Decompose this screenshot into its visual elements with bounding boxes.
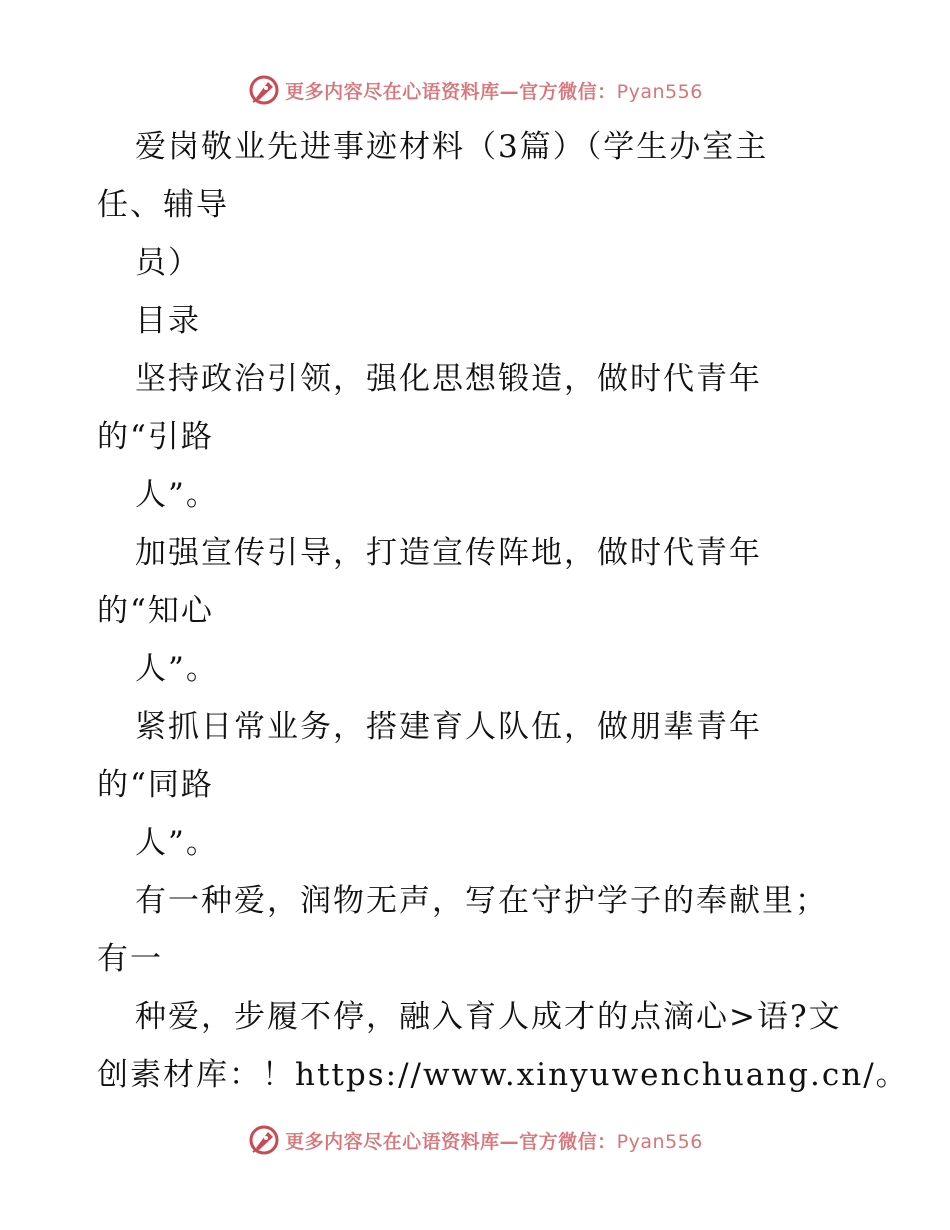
toc-heading: 目录 (135, 303, 201, 339)
title-line-2: 任、辅导 (97, 187, 229, 223)
toc-item-2-line-1: 加强宣传引导，打造宣传阵地，做时代青年 (135, 535, 762, 571)
toc-item-1-line-2: 的“引路 (97, 419, 214, 455)
toc-item-3-line-1: 紧抓日常业务，搭建育人队伍，做朋辈青年 (135, 709, 762, 745)
toc-item-1-line-3: 人”。 (135, 477, 219, 513)
pen-nib-logo-icon (247, 1123, 281, 1157)
toc-item-2-line-2: 的“知心 (97, 593, 214, 629)
title-line-1: 爱岗敬业先进事迹材料（3篇）（学生办室主 (135, 129, 769, 165)
paragraph-line-1: 有一种爱，润物无声，写在守护学子的奉献里； (135, 883, 828, 919)
footer-watermark (0, 1120, 950, 1160)
paragraph-line-4: 创素材库：！https://www.xinyuwenchuang.cn/。 (97, 1057, 909, 1093)
toc-item-3-line-2: 的“同路 (97, 767, 214, 803)
paragraph-line-2: 有一 (97, 941, 163, 977)
title-line-3: 员） (135, 245, 201, 281)
paragraph-line-3: 种爱，步履不停，融入育人成才的点滴心>语?文 (135, 999, 842, 1035)
pen-nib-logo-icon (247, 73, 281, 107)
toc-item-2-line-3: 人”。 (135, 651, 219, 687)
toc-item-3-line-3: 人”。 (135, 825, 219, 861)
header-watermark (0, 70, 950, 110)
watermark-text: 更多内容尽在心语资料库—官方微信：Pyan556 (285, 80, 703, 103)
wechat-id: Pyan556 (616, 80, 703, 103)
toc-item-1-line-1: 坚持政治引领，强化思想锻造，做时代青年 (135, 361, 762, 397)
watermark-text: 更多内容尽在心语资料库—官方微信：Pyan556 (285, 1130, 703, 1153)
wechat-id: Pyan556 (616, 1130, 703, 1153)
